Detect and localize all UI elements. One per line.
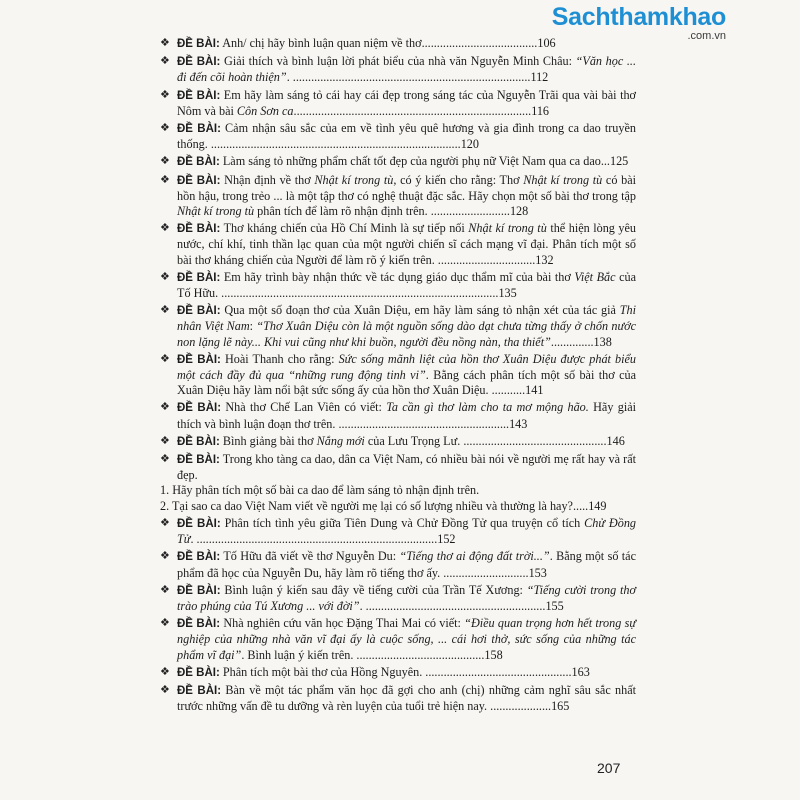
entry-quote: Ta cần gì thơ làm cho ta mơ mộng hão. xyxy=(386,400,589,415)
diamond-bullet-icon: ❖ xyxy=(160,122,170,135)
entry-label: ĐỀ BÀI: xyxy=(177,402,222,415)
toc-entry xyxy=(160,352,636,399)
entry-label: ĐỀ BÀI: xyxy=(177,174,221,187)
entry-text: của Lưu Trọng Lư. ...............................................146 xyxy=(364,433,625,448)
entry-text: thể hiện lòng yêu nước, chí khí, tinh thần lạc quan của một người chiến sĩ cách mạng vĩ đại. Phân tích một số bài thơ kháng chiến của Người để làm rõ ý kiến trên. ................................132 xyxy=(177,221,637,267)
entry-quote: “Tiếng thơ ai động đất trời...” xyxy=(399,549,550,564)
toc-entry xyxy=(160,221,636,268)
entry-quote: Nắng mới xyxy=(316,433,365,448)
entry-label: ĐỀ BÀI: xyxy=(177,305,221,318)
watermark-main: Sachthamkhao xyxy=(551,3,726,31)
toc-entry xyxy=(160,54,636,85)
entry-subitem: 1. Hãy phân tích một số bài ca dao để làm sáng tỏ nhận định trên. xyxy=(160,483,480,498)
entry-quote: Nhật kí trong tù xyxy=(468,221,547,236)
entry-text: Anh/ chị hãy bình luận quan niệm về thơ xyxy=(222,36,422,50)
entry-text: có bài hồn hậu, trong trẻo ... là một tập thơ có nghệ thuật đặc sắc. Hãy chọn một số bài thơ trong tập xyxy=(177,172,637,203)
toc-entry xyxy=(160,270,636,301)
entry-text: Bình giảng bài thơ xyxy=(222,433,317,448)
entry-text: Cảm nhận sâu sắc của em về tình yêu quê hương và gia đình trong ca dao truyền thống. ..................................................................................120 xyxy=(177,121,636,152)
diamond-bullet-icon: ❖ xyxy=(160,173,170,186)
entry-text: Làm sáng tỏ những phẩm chất tốt đẹp của người phụ nữ Việt Nam qua ca dao...125 xyxy=(222,154,629,169)
entry-text: Thơ kháng chiến của Hồ Chí Minh là sự tiếp nối xyxy=(223,221,469,236)
entry-label: ĐỀ BÀI: xyxy=(177,618,221,631)
entry-label: ĐỀ BÀI: xyxy=(177,454,220,467)
toc-entry xyxy=(160,303,636,350)
entry-text: : xyxy=(249,319,257,334)
entry-label: ĐỀ BÀI: xyxy=(177,56,221,69)
toc-entry xyxy=(160,88,636,119)
toc-entry xyxy=(160,452,636,514)
toc-entry xyxy=(160,583,636,614)
entry-text: ..............138 xyxy=(550,334,612,349)
table-of-contents xyxy=(160,36,636,716)
entry-text: Qua một số đoạn thơ của Xuân Diệu, em hãy làm sáng tỏ nhận xét của tác giả xyxy=(224,303,620,318)
diamond-bullet-icon: ❖ xyxy=(160,37,170,49)
entry-text: Hãy giải thích và bình luận đoạn thơ trên. ........................................................143 xyxy=(177,400,636,431)
diamond-bullet-icon: ❖ xyxy=(160,434,170,447)
entry-text: . ...........................................................155 xyxy=(359,598,564,613)
entry-quote: Nhật kí trong tù xyxy=(314,172,394,187)
diamond-bullet-icon: ❖ xyxy=(160,453,170,466)
entry-quote: Nhật kí trong tù xyxy=(177,204,255,219)
toc-entry xyxy=(160,683,636,714)
entry-quote: Thi nhân Việt Nam xyxy=(177,303,637,334)
entry-quote: “Điều quan trọng hơn hết trong sự nghiệp của những nhà văn vĩ đại ấy là cuộc sống, ... cái hơi thở, sức sống của những tác phẩm vĩ đại” xyxy=(177,616,637,662)
entry-quote: Việt Bắc xyxy=(574,269,616,284)
diamond-bullet-icon: ❖ xyxy=(160,222,170,235)
toc-entry xyxy=(160,154,636,170)
entry-label: ĐỀ BÀI: xyxy=(177,123,221,136)
toc-entry xyxy=(160,36,636,52)
watermark-sub: .com.vn xyxy=(687,30,726,42)
toc-entry xyxy=(160,121,636,152)
entry-text: Bình luận ý kiến sau đây về tiếng cười của Trần Tế Xương: xyxy=(224,582,527,597)
entry-quote: “Tiếng cười trong thơ trào phúng của Tú Xương ... với đời” xyxy=(177,582,637,613)
toc-entry xyxy=(160,549,636,580)
diamond-bullet-icon: ❖ xyxy=(160,550,170,563)
entry-label: ĐỀ BÀI: xyxy=(177,684,222,697)
entry-text: của Tố Hữu. ...........................................................................................135 xyxy=(177,269,636,301)
entry-text: . Bằng cách phân tích một số bài thơ của Xuân Diệu hãy làm nổi bật sức sống ấy của hồn thơ Xuân Diệu. ...........141 xyxy=(177,368,636,398)
entry-label: ĐỀ BÀI: xyxy=(177,156,220,169)
entry-subitem: 2. Tại sao ca dao Việt Nam viết về người mẹ lại có số lượng nhiều và thường là hay?.....149 xyxy=(160,498,607,513)
entry-text: . ...............................................................................152 xyxy=(190,532,456,547)
entry-label: ĐỀ BÀI: xyxy=(177,551,221,564)
entry-quote: Nhật kí trong tù xyxy=(523,172,603,187)
toc-entry xyxy=(160,400,636,431)
entry-quote: Côn Sơn ca xyxy=(236,103,294,118)
diamond-bullet-icon: ❖ xyxy=(160,352,170,365)
toc-entry xyxy=(160,516,636,547)
entry-text: . ..............................................................................112 xyxy=(286,70,549,85)
entry-label: ĐỀ BÀI: xyxy=(177,666,220,679)
diamond-bullet-icon: ❖ xyxy=(160,155,170,168)
entry-text: . Bình luận ý kiến trên. ..........................................158 xyxy=(241,647,503,662)
entry-text: Giải thích và bình luận lời phát biểu của nhà văn Nguyễn Minh Châu: xyxy=(224,54,576,69)
entry-text: phân tích để làm rõ nhận định trên. ..........................128 xyxy=(254,204,529,219)
entry-text: Nhà thơ Chế Lan Viên có viết: xyxy=(225,400,387,415)
entry-label: ĐỀ BÀI: xyxy=(177,584,221,597)
entry-text: Tố Hữu đã viết về thơ Nguyễn Du: xyxy=(223,549,400,564)
toc-entry xyxy=(160,434,636,450)
entry-text: . Bằng một số tác phẩm đã học của Nguyễn Du, hãy làm rõ tiếng thơ ấy. ............................153 xyxy=(177,549,637,580)
entry-quote: “Thơ Xuân Diệu còn là một nguồn sống dào dạt chưa từng thấy ở chốn nước non lặng lẽ này... Khi vui cũng như khi buồn, người đều nồng nàn, tha thiết” xyxy=(177,319,637,349)
entry-text: ......................................106 xyxy=(421,36,556,50)
toc-entry xyxy=(160,665,636,681)
entry-text: Phân tích tình yêu giữa Tiên Dung và Chử Đồng Tử qua truyện cổ tích xyxy=(224,515,585,530)
entry-text: Em hãy làm sáng tỏ cái hay cái đẹp trong sáng tác của Nguyễn Trãi qua vài bài thơ Nôm và bài xyxy=(177,87,636,118)
entry-label: ĐỀ BÀI: xyxy=(177,517,221,530)
diamond-bullet-icon: ❖ xyxy=(160,88,170,101)
entry-label: ĐỀ BÀI: xyxy=(177,89,221,102)
diamond-bullet-icon: ❖ xyxy=(160,304,170,317)
entry-text: Nhà nghiên cứu văn học Đặng Thai Mai có viết: xyxy=(223,616,465,631)
entry-quote: “Văn học ... đi đến cõi hoàn thiện” xyxy=(177,54,636,85)
entry-text: ..............................................................................116 xyxy=(293,103,550,118)
entry-text: , có ý kiến cho rằng: Thơ xyxy=(393,172,524,187)
entry-text: Em hãy trình bày nhận thức về tác dụng giáo dục thẩm mĩ của bài thơ xyxy=(223,269,575,284)
entry-quote: Chử Đồng Tử xyxy=(177,515,637,547)
entry-text: Trong kho tàng ca dao, dân ca Việt Nam, có nhiều bài nói về người mẹ rất hay và rất đẹp. xyxy=(177,452,636,483)
entry-label: ĐỀ BÀI: xyxy=(177,353,221,366)
diamond-bullet-icon: ❖ xyxy=(160,401,170,414)
entry-text: Bàn về một tác phẩm văn học đã gợi cho anh (chị) những cảm nghĩ sâu sắc nhất trước những vấn đề tu dưỡng và rèn luyện của tuổi trẻ hiện nay. ....................165 xyxy=(177,682,637,714)
entry-quote: Sức sống mãnh liệt của hồn thơ Xuân Diệu được phát biểu một cách đầy đủ qua “những rung động tinh vi” xyxy=(177,351,636,383)
entry-label: ĐỀ BÀI: xyxy=(177,223,221,236)
entry-label: ĐỀ BÀI: xyxy=(177,38,220,50)
diamond-bullet-icon: ❖ xyxy=(160,270,170,283)
entry-text: Hoài Thanh cho rằng: xyxy=(224,351,339,366)
diamond-bullet-icon: ❖ xyxy=(160,583,170,596)
diamond-bullet-icon: ❖ xyxy=(160,617,170,630)
diamond-bullet-icon: ❖ xyxy=(160,516,170,529)
entry-text: Phân tích một bài thơ của Hồng Nguyên. ................................................163 xyxy=(222,664,590,679)
diamond-bullet-icon: ❖ xyxy=(160,55,170,68)
diamond-bullet-icon: ❖ xyxy=(160,665,170,678)
toc-entry xyxy=(160,616,636,663)
entry-label: ĐỀ BÀI: xyxy=(177,271,221,284)
entry-text: Nhận định về thơ xyxy=(224,172,315,187)
entry-label: ĐỀ BÀI: xyxy=(177,435,220,448)
toc-entry xyxy=(160,173,636,220)
diamond-bullet-icon: ❖ xyxy=(160,683,170,696)
page-number: 207 xyxy=(597,760,621,776)
